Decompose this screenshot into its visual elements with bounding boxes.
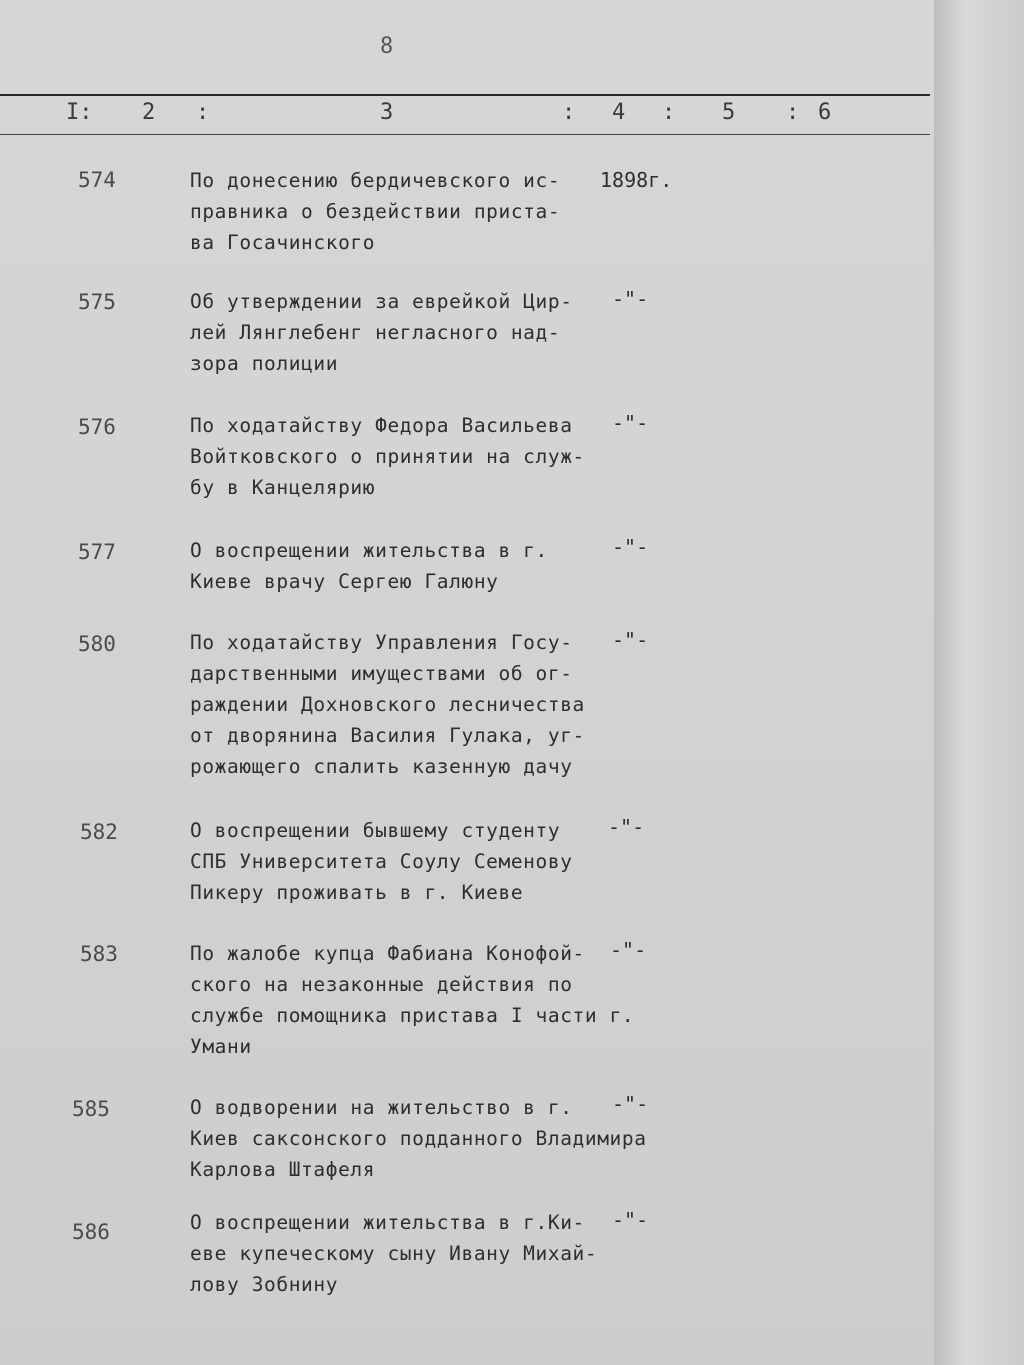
entry-description: По ходатайству Федора Васильева Войтковского о принятии на служ- бу в Канцелярию bbox=[190, 414, 585, 499]
header-top-rule bbox=[0, 94, 930, 96]
entry-description: О воспрещении жительства в г. Киеве врачу Сергею Галюну bbox=[190, 539, 548, 593]
entry-number: 575 bbox=[78, 290, 116, 314]
entry-number: 582 bbox=[80, 820, 118, 844]
entry-number: 585 bbox=[72, 1097, 110, 1121]
entry-description: О водворении на жительство в г. Киев саксонского подданного Владимира Карлова Штафеля bbox=[190, 1096, 647, 1181]
column-separator: : bbox=[662, 100, 676, 125]
column-header-3: 3 bbox=[380, 100, 394, 125]
column-separator: : bbox=[786, 100, 800, 125]
column-separator: : bbox=[562, 100, 576, 125]
entry-date: -"- bbox=[612, 411, 649, 435]
entry-number: 586 bbox=[72, 1220, 110, 1244]
entry-number: 577 bbox=[78, 540, 116, 564]
entry-date: -"- bbox=[612, 628, 649, 652]
entry-date: -"- bbox=[612, 1092, 649, 1116]
entry-date: -"- bbox=[612, 535, 649, 559]
entry-date: -"- bbox=[610, 938, 647, 962]
entry-description: О воспрещении бывшему студенту СПБ Университета Соулу Семенову Пикеру проживать в г. Киеве bbox=[190, 819, 573, 904]
entry-date: -"- bbox=[608, 815, 645, 839]
entry-description: О воспрещении жительства в г.Ки- еве купеческому сыну Ивану Михай- лову Зобнину bbox=[190, 1211, 598, 1296]
entry-date: -"- bbox=[612, 287, 649, 311]
column-header-5: 5 bbox=[722, 100, 736, 125]
entry-description: Об утверждении за еврейкой Цир- лей Лянглебенг негласного над- зора полиции bbox=[190, 290, 573, 375]
page-number: 8 bbox=[380, 34, 394, 59]
entry-date: 1898г. bbox=[600, 168, 673, 192]
entry-number: 574 bbox=[78, 168, 116, 192]
entry-description: По ходатайству Управления Госу- дарственными имуществами об ог- раждении Дохновского лесничества от дворянина Василия Гулака, уг- рожающего спалить казенную дачу bbox=[190, 631, 585, 778]
entry-number: 583 bbox=[80, 942, 118, 966]
underlying-page-edge bbox=[934, 0, 1024, 1365]
entry-number: 576 bbox=[78, 415, 116, 439]
entry-description: По донесению бердичевского ис- правника о бездействии приста- ва Госачинского bbox=[190, 169, 561, 254]
entry-date: -"- bbox=[612, 1208, 649, 1232]
entry-description: По жалобе купца Фабиана Конофой- ского на незаконные действия по службе помощника пристава I части г. Умани bbox=[190, 942, 635, 1058]
column-header-2: 2 bbox=[142, 100, 156, 125]
column-header-4: 4 bbox=[612, 100, 626, 125]
column-header-1: I: bbox=[66, 100, 93, 125]
header-bottom-rule bbox=[0, 134, 930, 135]
column-header-6: 6 bbox=[818, 100, 832, 125]
column-separator: : bbox=[196, 100, 210, 125]
entry-number: 580 bbox=[78, 632, 116, 656]
